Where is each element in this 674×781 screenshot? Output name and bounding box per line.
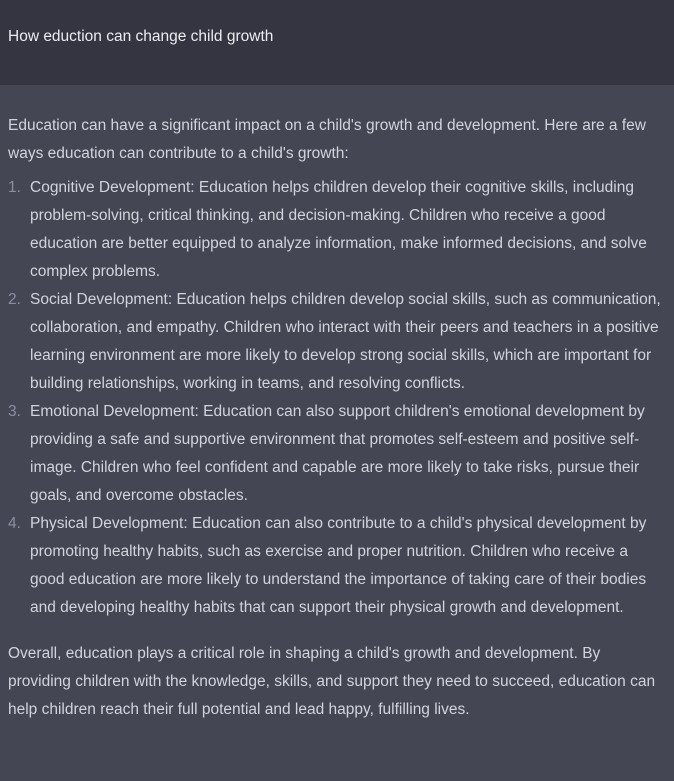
- list-item-number: 4.: [8, 515, 21, 532]
- response-conclusion: Overall, education plays a critical role in shaping a child's growth and development. By providing children with the knowledge, skills, and support they need to succeed, education can help children reach their full potential and lead happy, fulfilling lives.: [8, 645, 656, 718]
- list-item-text: Physical Development: Education can also contribute to a child's physical development by promoting healthy habits, such as exercise and proper nutrition. Children who receive a good education are more likely to understand the importance of taking care of their bodies and developing healthy habits that can support their physical growth and development.: [30, 515, 647, 616]
- user-message-text: How eduction can change child growth: [8, 28, 274, 45]
- user-message: [0, 0, 674, 85]
- list-item-number: 2.: [8, 291, 21, 308]
- list-item: [8, 510, 666, 622]
- list-item: [8, 174, 666, 286]
- list-item-text: Social Development: Education helps children develop social skills, such as communication, collaboration, and empathy. Children who interact with their peers and teachers in a positive learning environment are more likely to develop strong social skills, which are important for building relationships, working in teams, and resolving conflicts.: [30, 291, 661, 392]
- list-item-text: Emotional Development: Education can also support children's emotional development by providing a safe and supportive environment that promotes self-esteem and positive self-image. Children who feel confident and capable are more likely to take risks, pursue their goals, and overcome obstacles.: [30, 403, 645, 504]
- list-item-number: 3.: [8, 403, 21, 420]
- list-item: [8, 286, 666, 398]
- assistant-message: [0, 85, 674, 781]
- list-item-number: 1.: [8, 179, 21, 196]
- response-list: [8, 174, 666, 622]
- list-item: [8, 398, 666, 510]
- response-intro: Education can have a significant impact on a child's growth and development. Here are a few ways education can contribute to a child's growth:: [8, 117, 646, 162]
- list-item-text: Cognitive Development: Education helps children develop their cognitive skills, including problem-solving, critical thinking, and decision-making. Children who receive a good education are better equipped to analyze information, make informed decisions, and solve complex problems.: [30, 179, 647, 280]
